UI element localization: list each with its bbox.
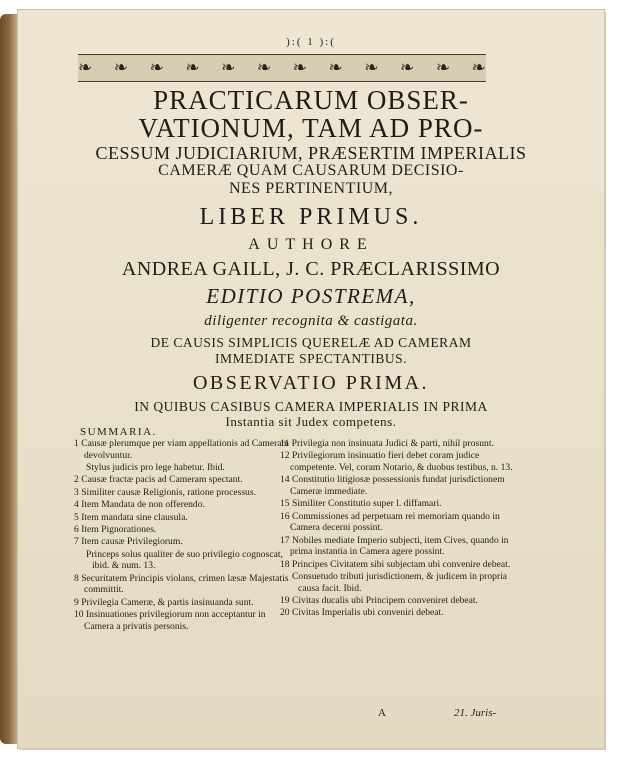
fleuron-icon: ❧: [471, 58, 486, 77]
fleuron-icon: ❧: [292, 58, 307, 77]
signature-mark: A: [378, 707, 386, 719]
observatio-subheading: IN QUIBUS CASIBUS CAMERA IMPERIALIS IN PRIMA: [134, 399, 488, 414]
summaria-entry: 11 Privilegia non insinuata Judici & parti, nihil prosunt.: [280, 438, 494, 449]
title-line-2: VATIONUM, TAM AD PRO-: [138, 113, 484, 143]
fleuron-icon: ❧: [113, 58, 129, 77]
summaria-entry: 3 Similiter causæ Religionis, ratione processus.: [74, 486, 256, 498]
summaria-entry: 16 Commissiones ad perpetuam rei memoriam quando in Camera decerni possint.: [280, 510, 500, 534]
summaria-entry: Princeps solus qualiter de suo privilegio cognoscat, ibid. & num. 13.: [86, 548, 283, 572]
summaria-entry: 10 Insinuationes privilegiorum non acceptantur in Camera a privatis personis.: [74, 609, 266, 632]
fleuron-icon: ❧: [149, 58, 164, 77]
fleuron-icon: ❧: [400, 58, 415, 77]
book-page: [18, 10, 604, 748]
summaria-entry: 17 Nobiles mediate Imperio subjecti, item Cives, quando in prima instantia in Camera agere possint.: [280, 534, 509, 558]
fleuron-icon: ❧: [78, 58, 93, 77]
author-label: AUTHORE: [248, 236, 374, 253]
fleuron-icon: ❧: [328, 58, 343, 77]
summaria-entry: 19 Civitas ducalis ubi Principem conveniret debeat.: [280, 595, 478, 607]
edition-line: EDITIO POSTREMA,: [206, 284, 416, 308]
title-line-1: PRACTICARUM OBSER-: [153, 85, 469, 115]
summaria-entry: 4 Item Mandata de non offerendo.: [74, 499, 205, 511]
summaria-entry: 12 Privilegiorum insinuatio fieri debet coram judice competente. Vel, coram Notario, & duobus testibus, n. 13.: [280, 450, 513, 473]
title-line-3: CESSUM JUDICIARIUM, PRÆSERTIM IMPERIALIS: [95, 143, 527, 163]
summaria-entry: 7 Item causæ Privilegiorum.: [74, 536, 183, 548]
summaria-entry: 2 Causæ fractæ pacis ad Cameram spectant.: [74, 474, 243, 486]
summaria-left-column: [74, 438, 292, 633]
summaria-entry: 9 Privilegia Cameræ, & partis insinuanda sunt.: [74, 596, 254, 608]
fleuron-icon: ❧: [256, 58, 272, 77]
summaria-entry: 8 Securitatem Principis violans, crimen læsæ Majestatis committit.: [74, 572, 289, 596]
summaria-entry: 20 Civitas Imperialis ubi conveniri debeat.: [280, 607, 444, 619]
summaria-label: SUMMARIA.: [80, 426, 157, 438]
title-line-5: NES PERTINENTIUM,: [229, 180, 393, 197]
summaria-entry: 5 Item mandata sine clausula.: [74, 511, 188, 523]
fleuron-icon: ❧: [364, 58, 379, 77]
summaria-entry: 14 Constitutio litigiosæ possessionis fundat jurisdictionem Cameræ immediate.: [280, 474, 505, 497]
summaria-entry: 1 Causæ plerumque per viam appellationis ad Cameram devolvuntur.: [74, 438, 290, 461]
headpiece-ornament: [78, 54, 486, 82]
recognita-line: diligenter recognita & castigata.: [204, 313, 418, 329]
fleuron-icon: ❧: [221, 58, 236, 77]
summaria-right-column: [280, 438, 524, 620]
fleuron-icon: ❧: [185, 58, 200, 77]
summaria-entry: 6 Item Pignorationes.: [74, 523, 157, 535]
book-heading: LIBER PRIMUS.: [199, 204, 423, 230]
summaria-entry: Stylus judicis pro lege habetur. Ibid.: [86, 461, 225, 473]
fleuron-icon: ❧: [435, 58, 451, 77]
de-causis-line-2: IMMEDIATE SPECTANTIBUS.: [215, 351, 407, 366]
de-causis-line-1: DE CAUSIS SIMPLICIS QUERELÆ AD CAMERAM: [150, 335, 472, 350]
summaria-entry: Consuetudo tributi jurisdictionem, & judicem in propria causa facit. Ibid.: [292, 571, 508, 594]
summaria-entry: 15 Similiter Constitutio super l. diffamari.: [280, 498, 442, 510]
summaria-entry: 18 Principes Civitatem sibi subjectam ubi convenire debeat.: [280, 558, 511, 570]
observatio-instantia: Instantia sit Judex competens.: [225, 414, 397, 429]
observatio-heading: OBSERVATIO PRIMA.: [192, 372, 430, 394]
page-folio: ):( 1 ):(: [286, 36, 336, 48]
title-line-4: CAMERÆ QUAM CAUSARUM DECISIO-: [158, 162, 464, 179]
author-name: ANDREA GAILL, J. C. PRÆCLARISSIMO: [121, 258, 501, 280]
catchword: 21. Juris-: [454, 707, 497, 719]
